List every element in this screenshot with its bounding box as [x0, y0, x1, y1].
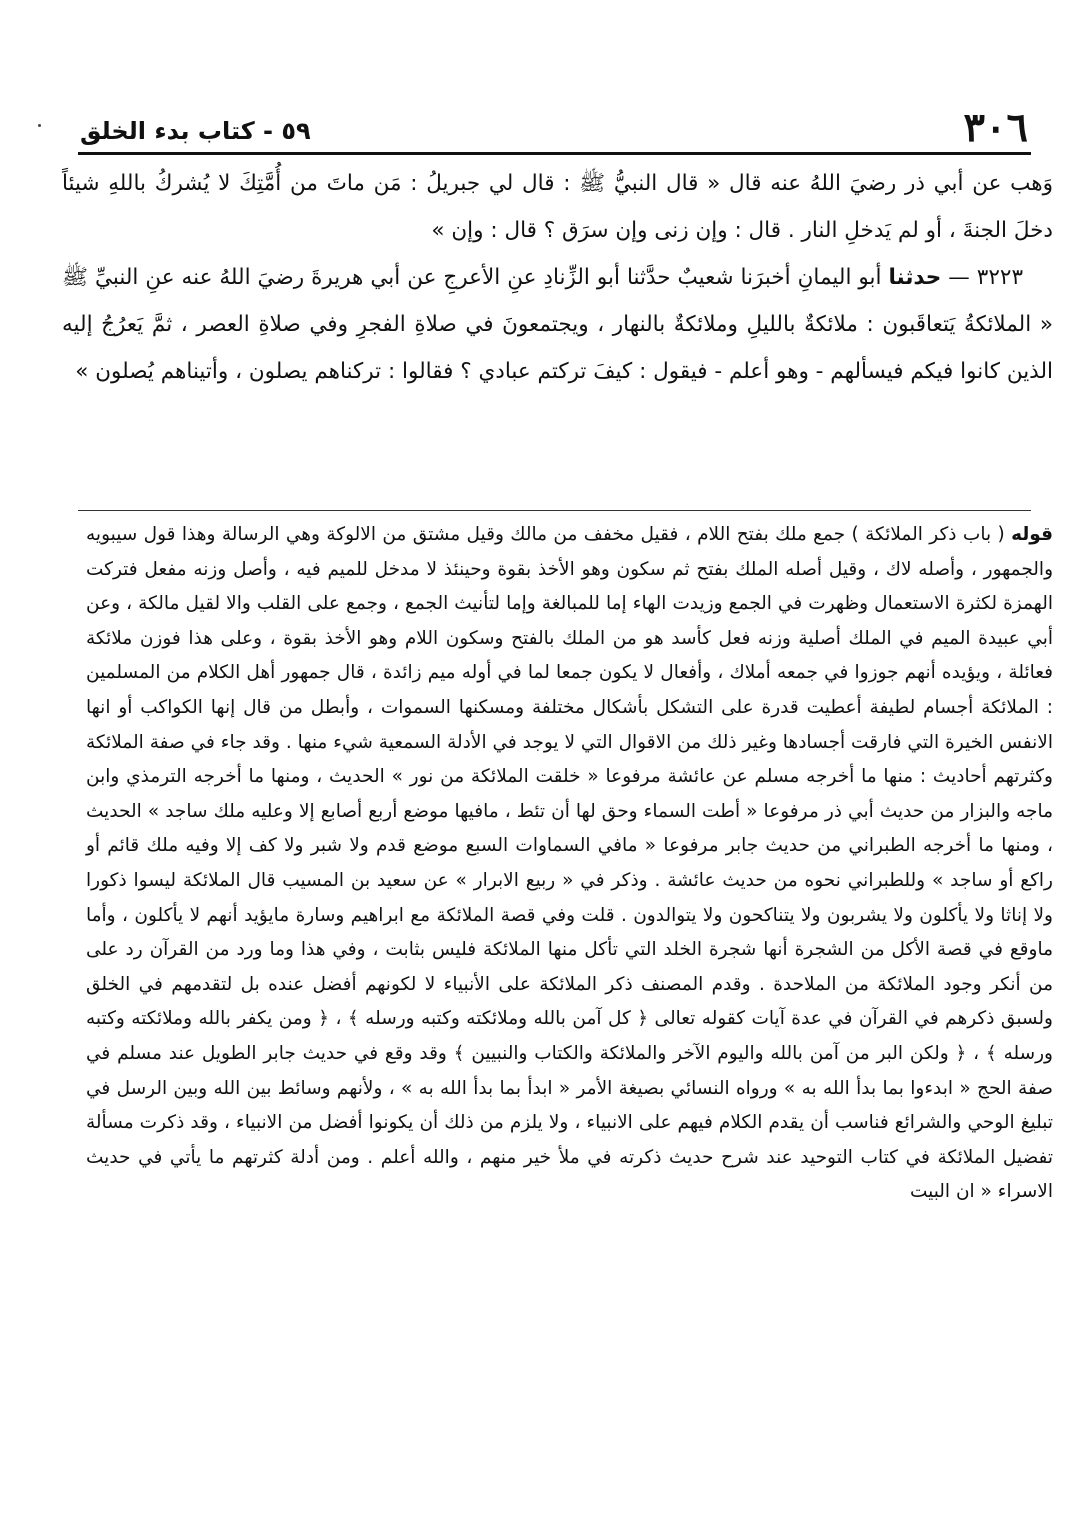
page-number: ٣٠٦ [963, 104, 1028, 151]
section-divider [78, 510, 1031, 511]
commentary-text: ( باب ذكر الملائكة ) جمع ملك بفتح اللام ، فقيل مخفف من مالك وقيل مشتق من الالوكة وهي الرسالة وهذا قول سيبويه والجمهور ، وأصله لاك ، وقيل أصله الملك بفتح ثم سكون وهو الأخذ بقوة وحينئذ لا مدخل للميم فيه ، وأصل وزنه مفعل فتركت الهمزة لكثرة الاستعمال وظهرت في الجمع وزيدت الهاء إما للمبالغة وإما لتأنيث الجمع ، وجمع على القلب والا لقيل مالكة ، وعن أبي عبيدة الميم في الملك أصلية وزنه فعل كأسد هو من الملك بالفتح وسكون اللام وهو الأخذ بقوة ، وعلى هذا فوزن ملائكة فعائلة ، ويؤيده أنهم جوزوا في جمعه أملاك ، وأفعال لا يكون جمعا لما في أوله ميم زائدة ، قال جمهور أهل الكلام من المسلمين : الملائكة أجسام لطيفة أعطيت قدرة على التشكل بأشكال مختلفة ومسكنها السموات ، وأبطل من قال إنها الكواكب أو انها الانفس الخيرة التي فارقت أجسادها وغير ذلك من الاقوال التي لا يوجد في الأدلة السمعية شيء منها . وقد جاء في صفة الملائكة وكثرتهم أحاديث : منها ما أخرجه مسلم عن عائشة مرفوعا « خلقت الملائكة من نور » الحديث ، ومنها ما أخرجه الترمذي وابن ماجه والبزار من حديث أبي ذر مرفوعا « أطت السماء وحق لها أن تئط ، مافيها موضع أربع أصابع إلا وعليه ملك ساجد » الحديث ، ومنها ما أخرجه الطبراني من حديث جابر مرفوعا « مافي السماوات السبع موضع قدم ولا شبر ولا كف إلا وفيه ملك قائم أو راكع أو ساجد » وللطبراني نحوه من حديث عائشة . وذكر في « ربيع الابرار » عن سعيد بن المسيب قال الملائكة ليسوا ذكورا ولا إناثا ولا يأكلون ولا يشربون ولا يتناكحون ولا يتوالدون . قلت وفي قصة الملائكة مع ابراهيم وسارة مايؤيد أنهم لا يأكلون ، وأما ماوقع في قصة الأكل من الشجرة أنها شجرة الخلد التي تأكل منها الملائكة فليس بثابت ، وفي هذا وما ورد من القرآن رد على من أنكر وجود الملائكة من الملاحدة . وقدم المصنف ذكر الملائكة على الأنبياء لا لكونهم أفضل عنده بل لتقدمهم في الخلق ولسبق ذكرهم في القرآن في عدة آيات كقوله تعالى ﴿ كل آمن بالله وملائكته وكتبه ورسله ﴾ ، ﴿ ومن يكفر بالله وملائكته وكتبه ورسله ﴾ ، ﴿ ولكن البر من آمن بالله واليوم الآخر والملائكة والكتاب والنبيين ﴾ وقد وقع في حديث جابر الطويل عند مسلم في صفة الحج « ابدءوا بما بدأ الله به » ورواه النسائي بصيغة الأمر « ابدأ بما بدأ الله به » ، ولأنهم وسائط بين الله وبين الرسل في تبليغ الوحي والشرائع فناسب أن يقدم الكلام فيهم على الانبياء ، ولا يلزم من ذلك أن يكونوا أفضل من الانبياء ، وقد ذكرت مسألة تفضيل الملائكة في كتاب التوحيد عند شرح حديث ذكرته في ملأ خير منهم ، والله أعلم . ومن أدلة كثرتهم ما يأتي في حديث الاسراء « ان البيت [86, 524, 1053, 1203]
page-header [80, 92, 1028, 150]
margin-speck [38, 124, 41, 127]
hadith-paragraph: وَهب عن أبي ذر رضيَ اللهُ عنه قال « قال النبيُّ ﷺ : قال لي جبريلُ : مَن ماتَ من أُمَّتِكَ لا يُشركُ باللهِ شيئاً دخلَ الجنةَ ، أو لم يَدخلِ النار . قال : وإن زنى وإن سرَق ؟ قال : وإن » [62, 171, 1053, 243]
header-rule [78, 152, 1031, 155]
hadith-body: أبو اليمانِ أخبرَنا شعيبٌ حدَّثنا أبو الزِّنادِ عنِ الأعرجِ عن أبي هريرةَ رضيَ اللهُ عنه عنِ النبيِّ ﷺ « الملائكةُ يَتعاقَبون : ملائكةٌ بالليلِ وملائكةٌ بالنهار ، ويجتمعونَ في صلاةِ الفجرِ وفي صلاةِ العصر ، ثمَّ يَعرُجُ إليه الذين كانوا فيكم فيسألهم - وهو أعلم - فيقول : كيفَ تركتم عبادي ؟ فقالوا : تركناهم يصلون ، وأتيناهم يُصلون » [62, 265, 1053, 384]
running-title: ٥٩ - كتاب بدء الخلق [80, 117, 311, 145]
commentary-lead-word: قوله [1011, 524, 1053, 545]
hadith-number: ٣٢٢٣ [976, 265, 1023, 290]
commentary-block [86, 518, 1053, 1210]
hadith-paragraph: ٣٢٢٣ — حدثنا أبو اليمانِ أخبرَنا شعيبٌ حدَّثنا أبو الزِّنادِ عنِ الأعرجِ عن أبي هريرةَ رضيَ اللهُ عنه عنِ النبيِّ ﷺ « الملائكةُ يَتعاقَبون : ملائكةٌ بالليلِ وملائكةٌ بالنهار ، ويجتمعونَ في صلاةِ الفجرِ وفي صلاةِ العصر ، ثمَّ يَعرُجُ إليه الذين كانوا فيكم فيسألهم - وهو أعلم - فيقول : كيفَ تركتم عبادي ؟ فقالوا : تركناهم يصلون ، وأتيناهم يُصلون » [62, 265, 1053, 384]
hadith-text-block [62, 160, 1053, 395]
commentary-paragraph [86, 518, 1053, 1210]
hadith-intro: حدثنا [888, 265, 942, 290]
